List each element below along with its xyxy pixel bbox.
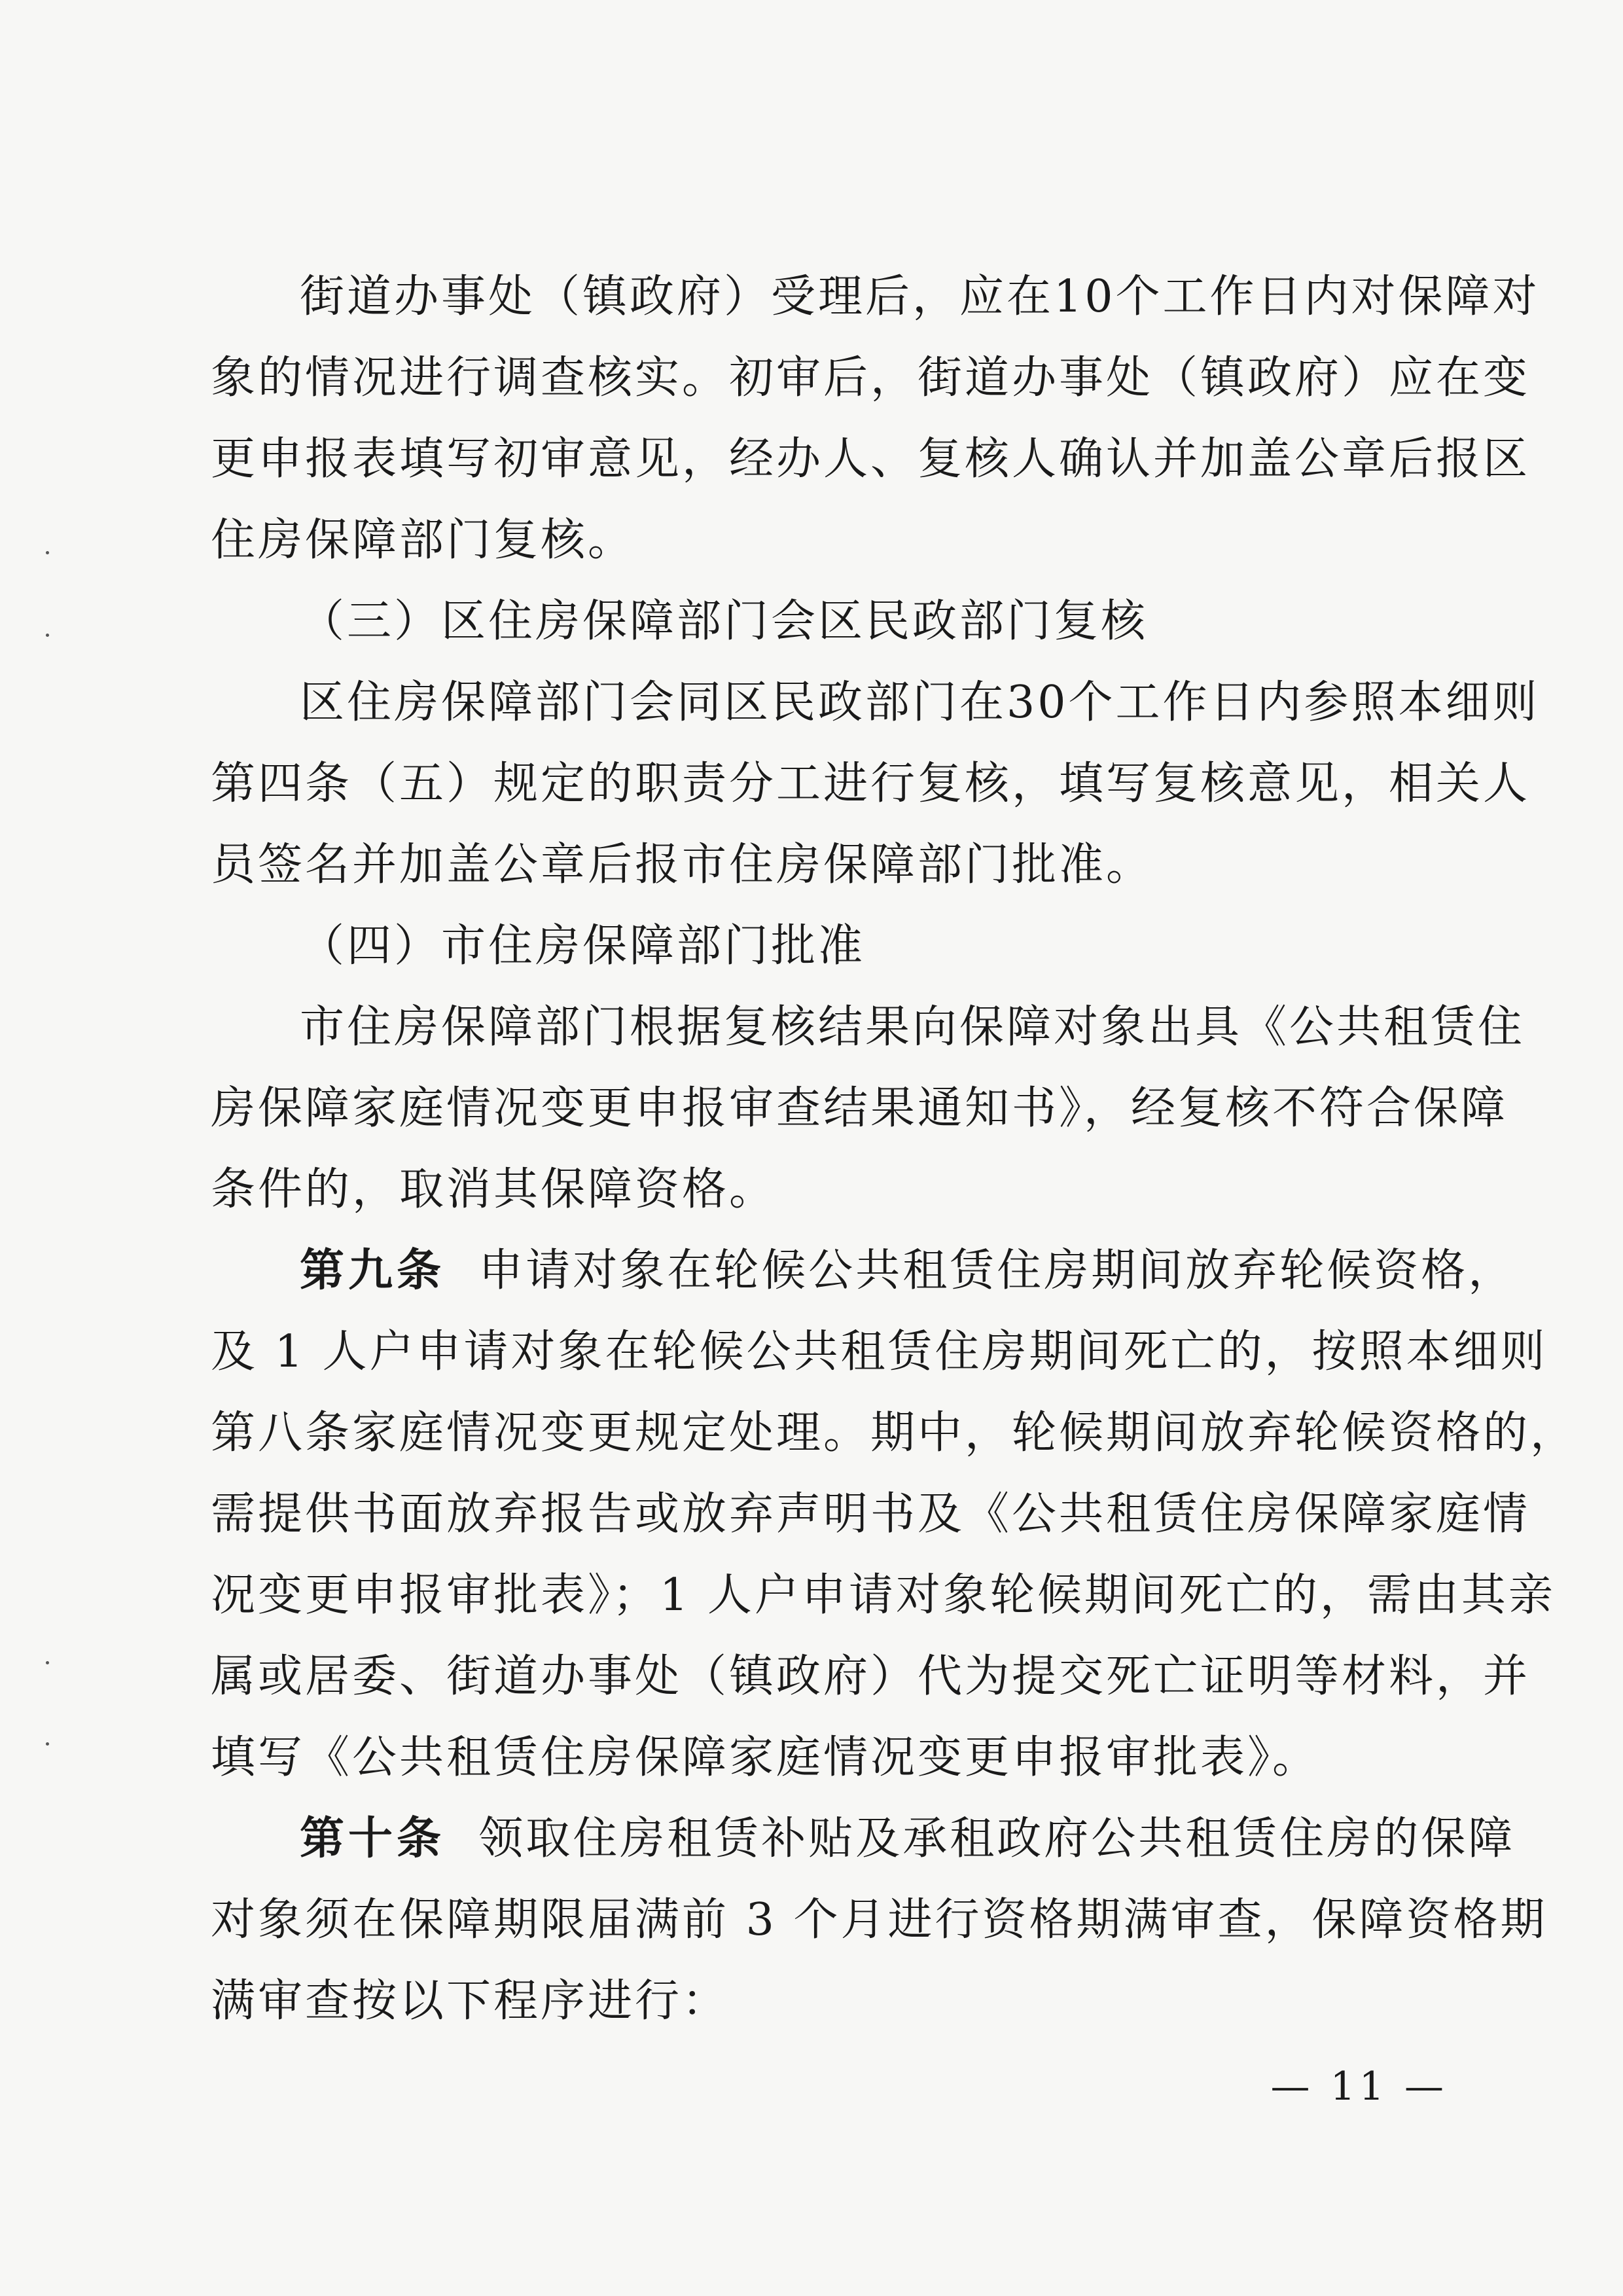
text-line: 市住房保障部门根据复核结果向保障对象出具《公共租赁住	[300, 1001, 1525, 1053]
article-nine-line	[211, 1230, 1516, 1312]
text-line: 申请对象在轮候公共租赁住房期间放弃轮候资格，	[478, 1245, 1516, 1297]
text-line: 况变更申报审批表》；1 人户申请对象轮候期间死亡的，需由其亲	[211, 1570, 1556, 1621]
text-line: 房保障家庭情况变更申报审查结果通知书》，经复核不符合保障	[211, 1083, 1508, 1134]
text-line: 街道办事处（镇政府）受理后，应在10个工作日内对保障对	[300, 271, 1540, 323]
text-line: 领取住房租赁补贴及承租政府公共租赁住房的保障	[478, 1813, 1516, 1865]
text-line: 第八条家庭情况变更规定处理。期中，轮候期间放弃轮候资格的，	[211, 1407, 1578, 1459]
article-ten-label: 第十条	[300, 1813, 446, 1865]
article-nine-label: 第九条	[300, 1245, 446, 1297]
page-number: — 11 —	[1270, 2064, 1448, 2109]
margin-mark	[46, 551, 49, 554]
text-line: 满审查按以下程序进行：	[211, 1975, 730, 2027]
text-line: 更申报表填写初审意见，经办人、复核人确认并加盖公章后报区	[211, 433, 1531, 485]
margin-mark	[46, 634, 49, 637]
text-line: 第四条（五）规定的职责分工进行复核，填写复核意见，相关人	[211, 758, 1531, 810]
text-line: 及 1 人户申请对象在轮候公共租赁住房期间死亡的，按照本细则	[211, 1326, 1548, 1378]
text-line: 对象须在保障期限届满前 3 个月进行资格期满审查，保障资格期	[211, 1894, 1548, 1946]
section-heading: （四）市住房保障部门批准	[300, 920, 866, 972]
margin-mark	[46, 1661, 49, 1664]
text-line: 住房保障部门复核。	[211, 514, 635, 566]
text-line: 条件的，取消其保障资格。	[211, 1164, 777, 1215]
article-ten-line	[211, 1799, 1516, 1880]
margin-mark	[46, 1742, 49, 1746]
text-line: 需提供书面放弃报告或放弃声明书及《公共租赁住房保障家庭情	[211, 1488, 1531, 1540]
body-text	[211, 257, 1578, 2042]
text-line: 象的情况进行调查核实。初审后，街道办事处（镇政府）应在变	[211, 352, 1531, 404]
text-line: 员签名并加盖公章后报市住房保障部门批准。	[211, 839, 1154, 891]
text-line: 填写《公共租赁住房保障家庭情况变更申报审批表》。	[211, 1732, 1320, 1784]
text-line: 属或居委、街道办事处（镇政府）代为提交死亡证明等材料，并	[211, 1651, 1531, 1702]
text-line: 区住房保障部门会同区民政部门在30个工作日内参照本细则	[300, 677, 1540, 728]
section-heading: （三）区住房保障部门会区民政部门复核	[300, 596, 1149, 647]
